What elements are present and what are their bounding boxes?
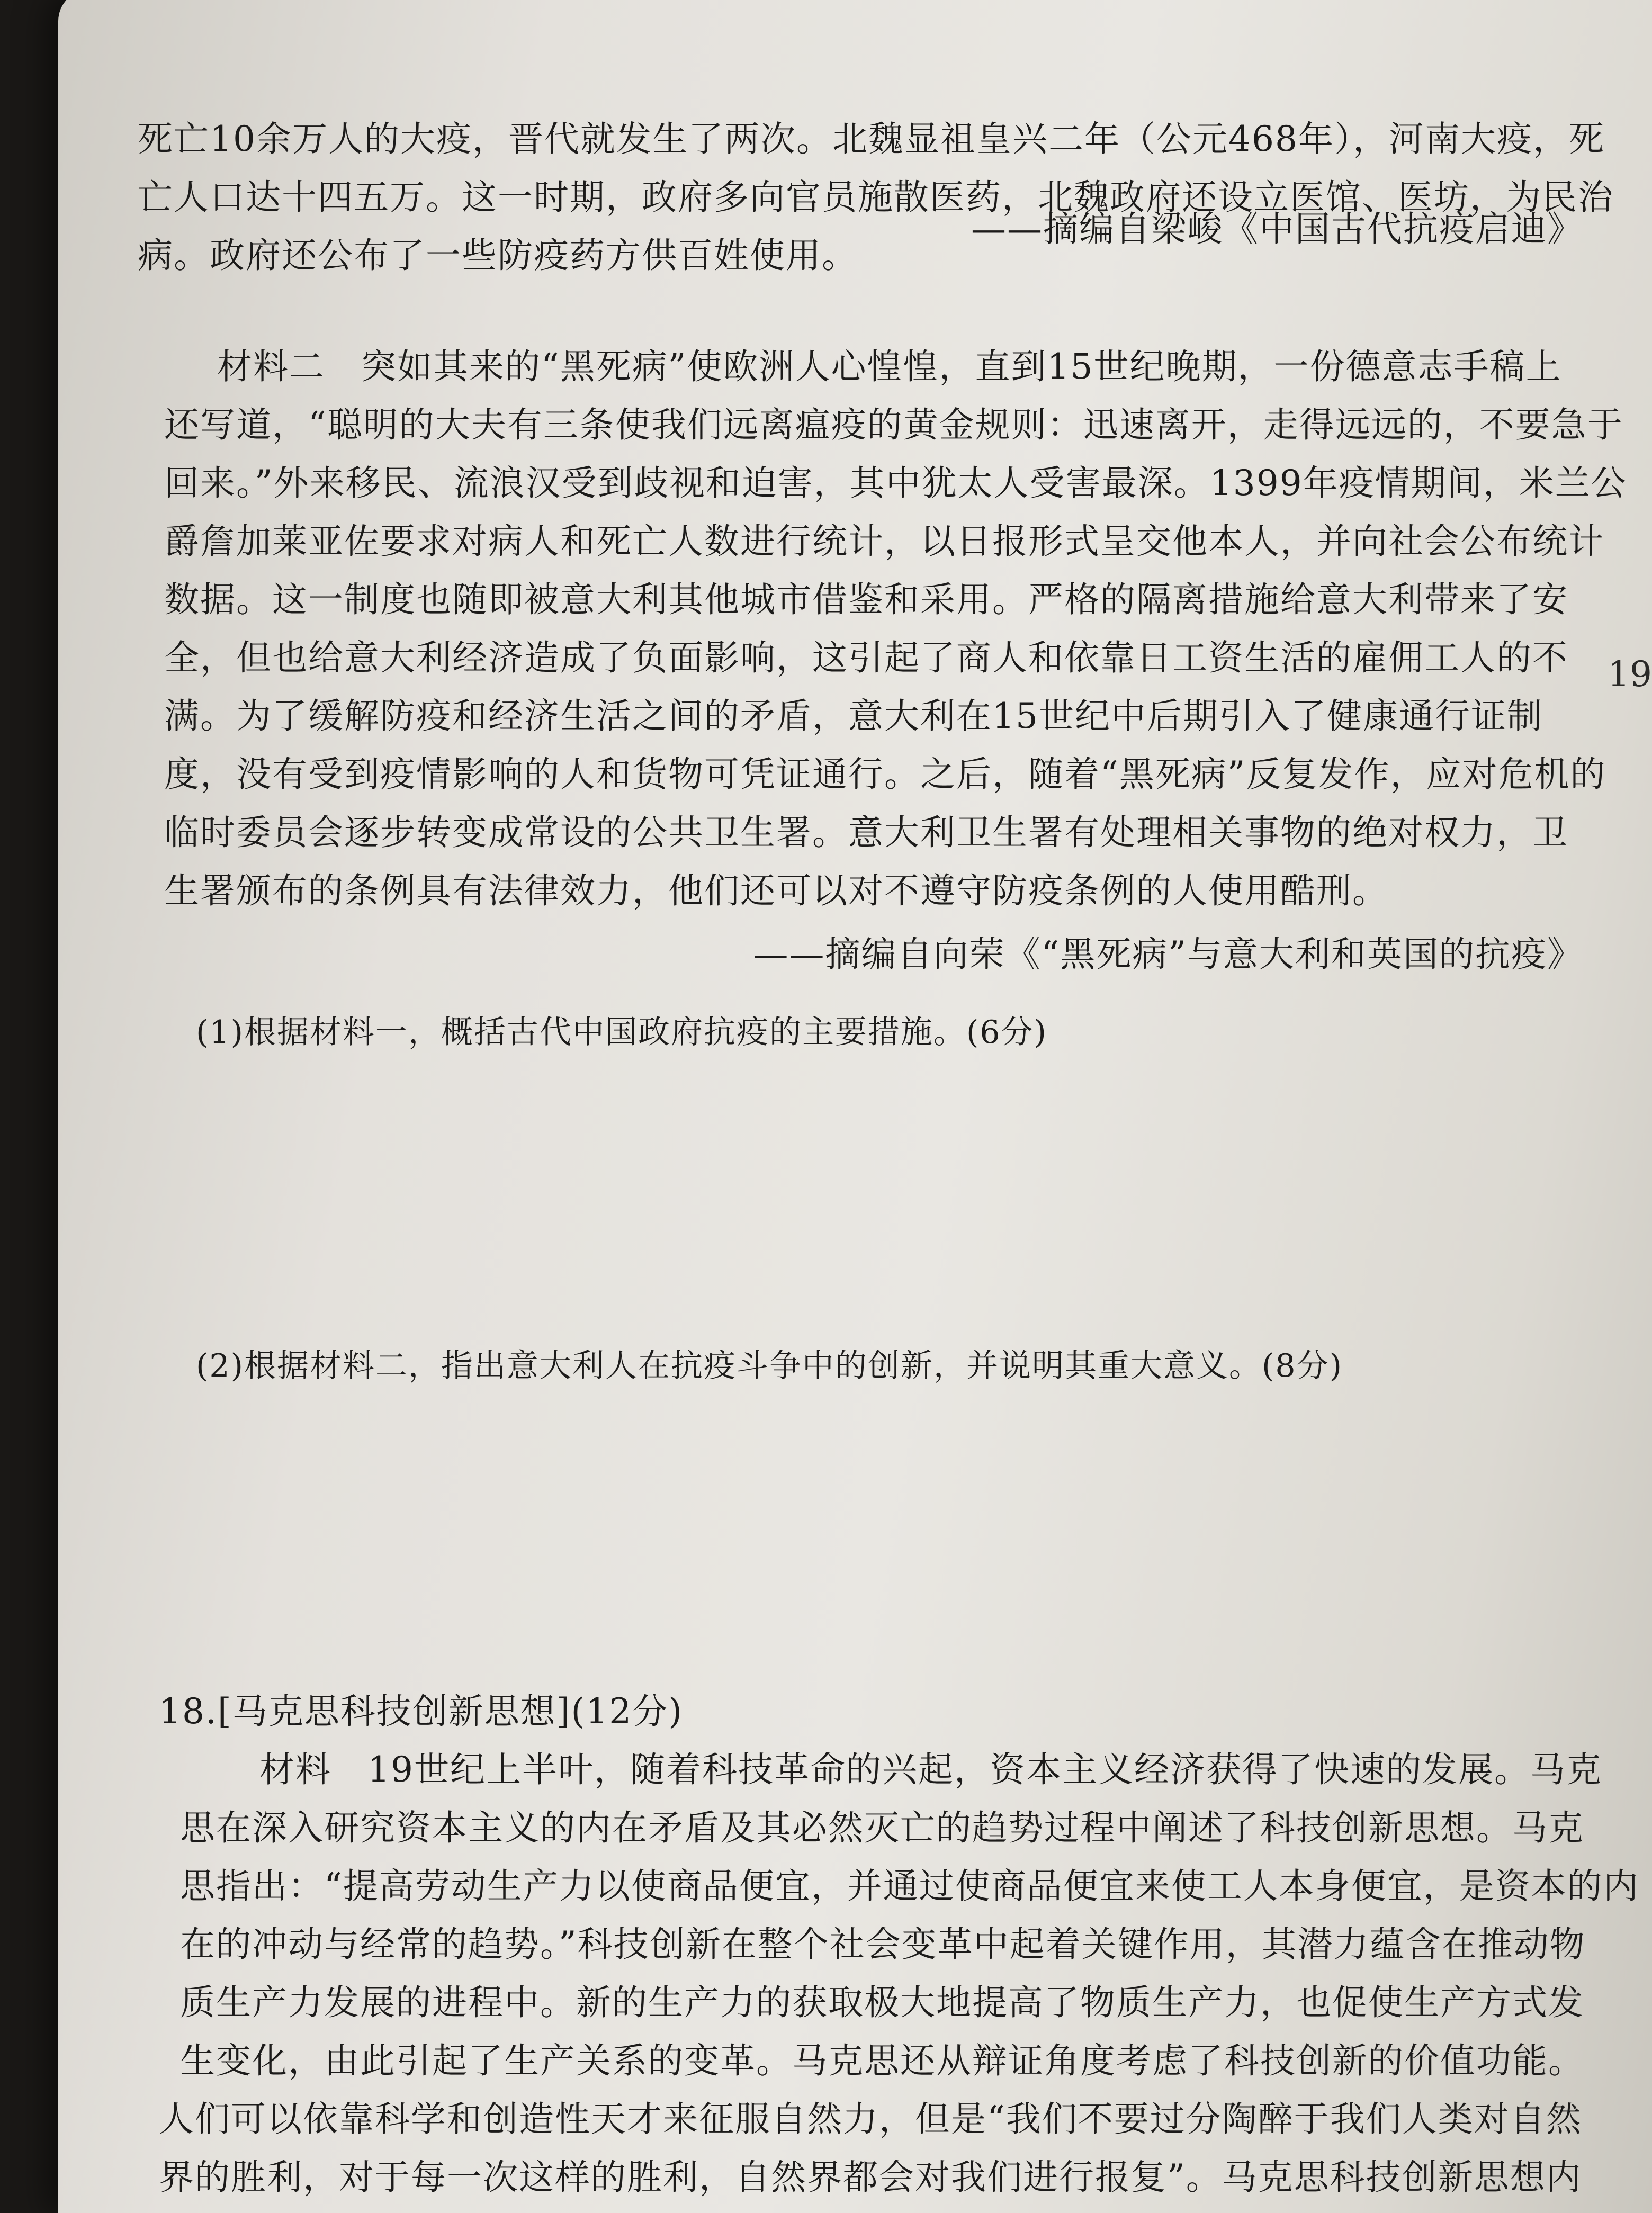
material2-line: 爵詹加莱亚佐要求对病人和死亡人数进行统计，以日报形式呈交他本人，并向社会公布统计 <box>164 521 1604 562</box>
q18-material-line: 思在深入研究资本主义的内在矛盾及其必然灭亡的趋势过程中阐述了科技创新思想。马克 <box>180 1807 1584 1848</box>
material2-line: 材料二 突如其来的“黑死病”使欧洲人心惶惶，直到15世纪晚期，一份德意志手稿上 <box>217 346 1562 387</box>
material2-line: 回来。”外来移民、流浪汉受到歧视和迫害，其中犹太人受害最深。1399年疫情期间，米兰公 <box>164 463 1627 503</box>
question-18-heading: 18.[马克思科技创新思想](12分) <box>159 1691 683 1732</box>
q18-material-line: 在的冲动与经常的趋势。”科技创新在整个社会变革中起着关键作用，其潜力蕴含在推动物 <box>180 1924 1586 1965</box>
exam-page <box>58 0 1652 2213</box>
material2-line: 生署颁布的条例具有法律效力，他们还可以对不遵守防疫条例的人使用酷刑。 <box>164 870 1388 911</box>
material2-line: 全，但也给意大利经济造成了负面影响，这引起了商人和依靠日工资生活的雇佣工人的不 <box>164 637 1568 678</box>
material2-line: 度，没有受到疫情影响的人和货物可凭证通行。之后，随着“黑死病”反复发作，应对危机的 <box>164 754 1606 795</box>
material2-line: 数据。这一制度也随即被意大利其他城市借鉴和采用。严格的隔离措施给意大利带来了安 <box>164 579 1568 620</box>
material2-source: ——摘编自向荣《“黑死病”与意大利和英国的抗疫》 <box>753 934 1583 975</box>
q18-material-line: 界的胜利，对于每一次这样的胜利，自然界都会对我们进行报复”。马克思科技创新思想内 <box>159 2157 1582 2198</box>
material2-line: 还写道，“聪明的大夫有三条使我们远离瘟疫的黄金规则：迅速离开，走得远远的，不要急于 <box>164 404 1623 445</box>
q18-material-line: 生变化，由此引起了生产关系的变革。马克思还从辩证角度考虑了科技创新的价值功能。 <box>180 2040 1584 2081</box>
material1-line: 亡人口达十四五万。这一时期，政府多向官员施散医药，北魏政府还设立医馆、医坊，为民治 <box>138 177 1614 218</box>
material2-line: 满。为了缓解防疫和经济生活之间的矛盾，意大利在15世纪中后期引入了健康通行证制 <box>164 696 1543 736</box>
material2-line: 临时委员会逐步转变成常设的公共卫生署。意大利卫生署有处理相关事物的绝对权力，卫 <box>164 812 1568 853</box>
q18-material-line: 人们可以依靠科学和创造性天才来征服自然力，但是“我们不要过分陶醉于我们人类对自然 <box>159 2099 1582 2139</box>
material1-line: 病。政府还公布了一些防疫药方供百姓使用。 <box>138 235 858 276</box>
question-2: (2)根据材料二，指出意大利人在抗疫斗争中的创新，并说明其重大意义。(8分) <box>196 1347 1343 1384</box>
q18-material-line: 材料 19世纪上半叶，随着科技革命的兴起，资本主义经济获得了快速的发展。马克 <box>259 1749 1602 1790</box>
q18-material-line: 质生产力发展的进程中。新的生产力的获取极大地提高了物质生产力，也促使生产方式发 <box>180 1982 1584 2023</box>
question-1: (1)根据材料一，概括古代中国政府抗疫的主要措施。(6分) <box>196 1014 1047 1051</box>
q18-material-line: 思指出：“提高劳动生产力以使商品便宜，并通过使商品便宜来使工人本身便宜，是资本的内 <box>180 1866 1639 1906</box>
material1-line: 死亡10余万人的大疫，晋代就发生了两次。北魏显祖皇兴二年（公元468年），河南大疫，死 <box>138 119 1605 159</box>
material1-source: ——摘编自梁峻《中国古代抗疫启迪》 <box>971 209 1583 249</box>
page-edge-number: 19 <box>1608 654 1652 695</box>
